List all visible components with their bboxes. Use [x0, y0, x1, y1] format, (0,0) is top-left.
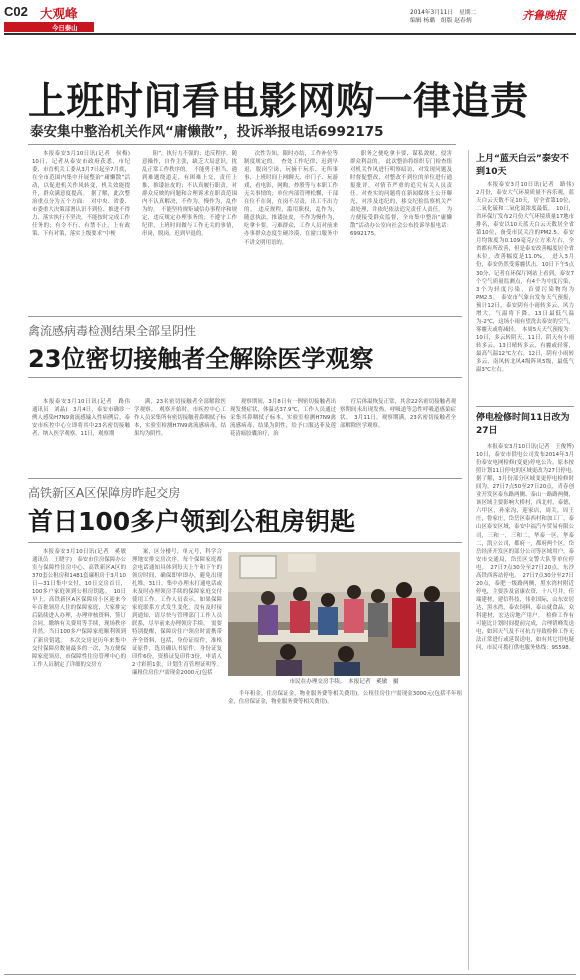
subsection-label: 今日泰山 — [52, 24, 78, 32]
story1-text: 次性告知，限时办结，工作补位等制度规定的。 查处工作纪律，迟到早退，脱岗空岗，玩摘干玩乐、无所事事，上班时间上网聊天、串门子、玩游戏，看电影，网购，炒股等与本职工作无关事情的；单位内部管理松懈，干部在位不在岗，在岗不尽责，出工不出力的。 违反规程，滥用职权，乱作为，随意执法，推诿扯皮，不作为慢作为，吃拿卡要，刁难群众，工作人员对前来办事群众态度生硬冷漠，在窗口服务中不讲文明用语的。 — [244, 151, 338, 246]
story2-column-4 — [340, 398, 456, 474]
story1-text: 本报泰安3月10日讯(记者 侯梅) 10日，记者从泰安市政府获悉，市纪委、市直机关工委从3月7日起至7月底，在全市范围内集中开展整治“庸懒散”活动，以促进机关作风转变，机关效能提升，群众满意度提高。 据了解，此次整治重点分为五个方面： 对中央、省委、市委重大决策部署认识不到位、推进不得力、落实执行不坚决，不能按时完成工作任务的；有令不行、有禁不止，上有政策、下有对策，落实上级要求“中梗 — [32, 151, 136, 238]
story1-head-rule — [28, 144, 456, 145]
sidebar2-text: 本报泰安3月10日讯(记者 王俊博) 10日，泰安市供电公司发布2014年3月份泰安电网检修(变更)停电公告。原本按照计划11日停电的区域更改为27日停电。 据了解，3月份部分区域变更停电检修时间为，27日7点50至27日20点，青春创业开发区泰东路两侧、泰山一路路两侧，该区域主要影响大桥村，西北村，泰德，六甲区，孙家沟，迎家店，周关，周王庄，鲁家庄，岱岳区泰西村和加工厂，泰山区泰安区域，泰安中福汽车贸易有限公司，三和一，三和二，华泰一区，华泰二，凯立公司，都府一，都府两个区，岱岳经济开发区的部分公司等区域用户，泰安市交通局，岱岳区交警大队等单位停电。 27日7点30分至27日20点，东沙高铁西客站停电。 27日7点30分至27日20点，泰肥一级路两侧，黑水湾村附近停电，主要涉及富康农资，十八号井，佳瑞建材，建信科技，伟业国际，山东安居达，黑水湾，泰农饲料，泰山就食品，众科建材，宏达房地产用户。 检修工作有可能比计划时间提前完成，合理错峰发送电，如因天气及不可抗力导致检修工作无法正常进行或延误送电，如有其它用电疑问，市民可拨打供电服务热线：95598。 — [476, 444, 580, 652]
sidebar-divider — [476, 406, 574, 407]
story3-head-rule — [28, 542, 462, 543]
story2-top-rule — [28, 316, 462, 317]
story3-headline: 首日100多户领到公租房钥匙 — [28, 507, 356, 536]
sidebar1-headline: 上月“蓝天白云”泰安不到10天 — [476, 154, 569, 177]
masthead — [0, 0, 580, 34]
story2-text: 本报泰安3月10日讯(记者 路伟 通讯员 刘晶) 3月4日，泰安市确诊一例人感染H7N9禽流感输入性病例后，泰安市疾控中心立即将其中23名密切接触者，纳入医学观察，11日，观察期 — [32, 399, 136, 438]
story3-column-1 — [32, 548, 132, 694]
sidebar1-text: 本报泰安3月10日讯(记者 路伟) 2月份，泰安大气环境质量不容乐观，蓝天白云天数不足10天，居全省第10位，二氧化硫和二氧化氮浓度最低。 10日，省环保厅发布2月份大气环境质量17地市排名，泰安以10天蓝天白云天数居全省第10位，备受市民关注的PM2.5，泰安月均浓度为0.109毫克/立方米左右，全省都有所改善，但是泰安改善幅度居全省末位，改善幅度是11.0%。 进入3月份，泰安仍然受雾霾伏击。10日下午5点30分，记者在环保厅网站上看到，泰安7个空气质量监测点，有4个为中度污染，3个为轻度污染，首要污染物均为PM2.5。 泰安市气象台发布天气预报，预计12日，泰安阴有小雨转多云，风力增大，气温将下降，13日最低气温为-2℃，这场小雨有望洗去泰安的空气，雾霾天或将减轻。 本周5天天气预报为：10日，多云转阴天，11日，阴天有小雨转多云，13日晴转多云，有霾或轻雾，最高气温12℃左右。12日，阴有小雨转多云，南风转北风4级阵风5级，最低气温3℃左右。 — [476, 182, 580, 374]
story1-column-3 — [244, 150, 338, 310]
story1-text: 阻”，执行力不强的；违反程序，随意操作，自作主张，缺乏大局意识，扰乱正常工作秩序的。 不能勇于担当，遇到难题绕道走，有困难上交，责任上推，推诿扯皮的；不认真履行职责，对群众反映的问题和合理诉求在职责范围内不认真解决，不作为，慢作为，乱作为的。 不能坚持规矩诚信办事程序和规定，违反规定办理事务的；不遵守工作纪律，上班时间做与工作无关的事情，串岗，脱岗，迟到早退的。 — [142, 151, 237, 238]
page-code: C02 — [4, 4, 28, 19]
story1-subheadline: 泰安集中整治机关作风“庸懒散”，投诉举报电话6992175 — [30, 124, 384, 140]
story2-column-1 — [32, 398, 136, 474]
story3-text: 半年租金，住房保证金，物业服务费等相关费用)。公租住房住户需现金3000元(包括半年租金，住房保证金，物业服务费等相关费用)。 — [228, 691, 462, 706]
photo-illustration — [228, 552, 460, 676]
news-photo — [228, 552, 460, 676]
story1-headline: 上班时间看电影网购一律追责 — [28, 79, 529, 123]
story2-text: 观察期间，3月8日有一例密切接触者出现发烧症状，体温达37.9℃，工作人员通过采集其鼻咽拭子标本，实验室检测H7N9禽流感病毒，结果为阴性，给予口服达菲及莲花清瘟胶囊治疗，治 — [230, 399, 336, 438]
masthead-rule — [4, 33, 576, 35]
editor-credits: 编辑 杨璐 组版 赵春炳 — [410, 18, 472, 24]
story3-column-2 — [132, 548, 222, 694]
sidebar2-body — [476, 443, 580, 913]
story1-column-4 — [350, 150, 452, 310]
photo-caption: 市民在办理交房手续。 本报记者 奚敏 摄 — [289, 679, 399, 685]
right-column-divider — [468, 150, 469, 970]
sidebar2-headline: 停电检修时间11日改为27日 — [476, 413, 570, 436]
story3-text: 案，区分楼号，单元号，科学合理地安排交房次序，每个保障家庭都会电话通知具体到每天上午和下午的领房时间，确保即审即办，避免出现扎堆，31日，集中办理末打通电话或未及时办理领房手续的保障家庭交付使用工作。工作人员表示，如果保障家庭联系方式发生变化，没有及时接到通知，请尽快与管理部门工作人员联系，尽早前来办理领房手续。 需要特别提醒，保障房住户领房时需携带齐全资料，包括，身份证原件，准格证原件，选房确认书原件，身份证复印件6份，资格证复印件3份，申请人2寸彩照1张，计划生育管理证明等。廉租住房住户需现金2000元(包括 — [132, 549, 222, 676]
subsection-bar — [4, 22, 94, 32]
story1-column-1 — [32, 150, 136, 310]
story2-text: 疗后体温恢复正常，其余22名密切接触者观察期间未出现发热，呼吸道等急性呼吸道感染症状。 3月11日，观察期满，23名密切接触者全部解除医学观察。 — [340, 399, 456, 430]
story2-column-2 — [134, 398, 226, 474]
story3-top-rule — [28, 478, 462, 479]
story3-text: 本报泰安3月10日讯(记者 奚敏 通讯员 王晓宇) 泰安市住房保障办公室与保障性住房中心、高铁新区A区的370套公租房和1481套廉租房于3月10日—31日集中交付，10日交房首日，100多户家庭领到公租房钥匙。 10日早上，高铁新区A区保障房小区迎来今年首批领房人住的保障家庭，大家排完后陆续进入办理，办理审核资料，签订合同，缴纳有关费用等手续，现场秩序井然，当日100多户保障家庭顺利领到了新房钥匙。 本次交房是历年来集中交付保障房数量最多的一次，为方便保障家庭领房，市保障性住房管理中心的工作人员制定了详细的交房方 — [32, 549, 132, 668]
story2-text: 满，23名密切接触者全部解除医学观察。 观察开始时，市疾控中心工作人员采集所有密切接触者鼻咽拭子标本，实验室检测H7N9禽流感病毒，结果均为阴性。 — [134, 399, 226, 438]
story1-column-2 — [142, 150, 237, 310]
story3-kicker: 高铁新区A区保障房昨起交房 — [28, 486, 181, 500]
sidebar1-body — [476, 181, 580, 403]
paper-logo: 齐鲁晚报 — [522, 9, 566, 22]
story2-headline: 23位密切接触者全解除医学观察 — [28, 345, 374, 373]
story2-head-rule — [28, 377, 462, 378]
story2-column-3 — [230, 398, 336, 474]
story3-column-3 — [228, 690, 462, 710]
bottom-rule — [4, 974, 576, 975]
section-name: 大观峰 — [40, 6, 78, 21]
story2-kicker: 禽流感病毒检测结果全部呈阴性 — [28, 324, 197, 338]
issue-date: 2014年3月11日 星期二 — [410, 10, 477, 16]
story1-text: 职务之便吃拿卡要，谋私敛财，侵害群众利益的。 此次整治将组织专门检查组对机关作风进行明察暗访，对发现问题及时督促整改，对整改不到位的单位进行通报批评，对情节严重的追究有关人员责任。对查实的问题将在新闻媒体上公开曝光，对涉及违纪的，移交纪检监察机关严肃处理，并依纪依法追究责任人责任。 为方便接受群众监督，全市集中整治“庸懒散”活动办公室向社会公布投诉举报电话：6992175。 — [350, 151, 452, 238]
